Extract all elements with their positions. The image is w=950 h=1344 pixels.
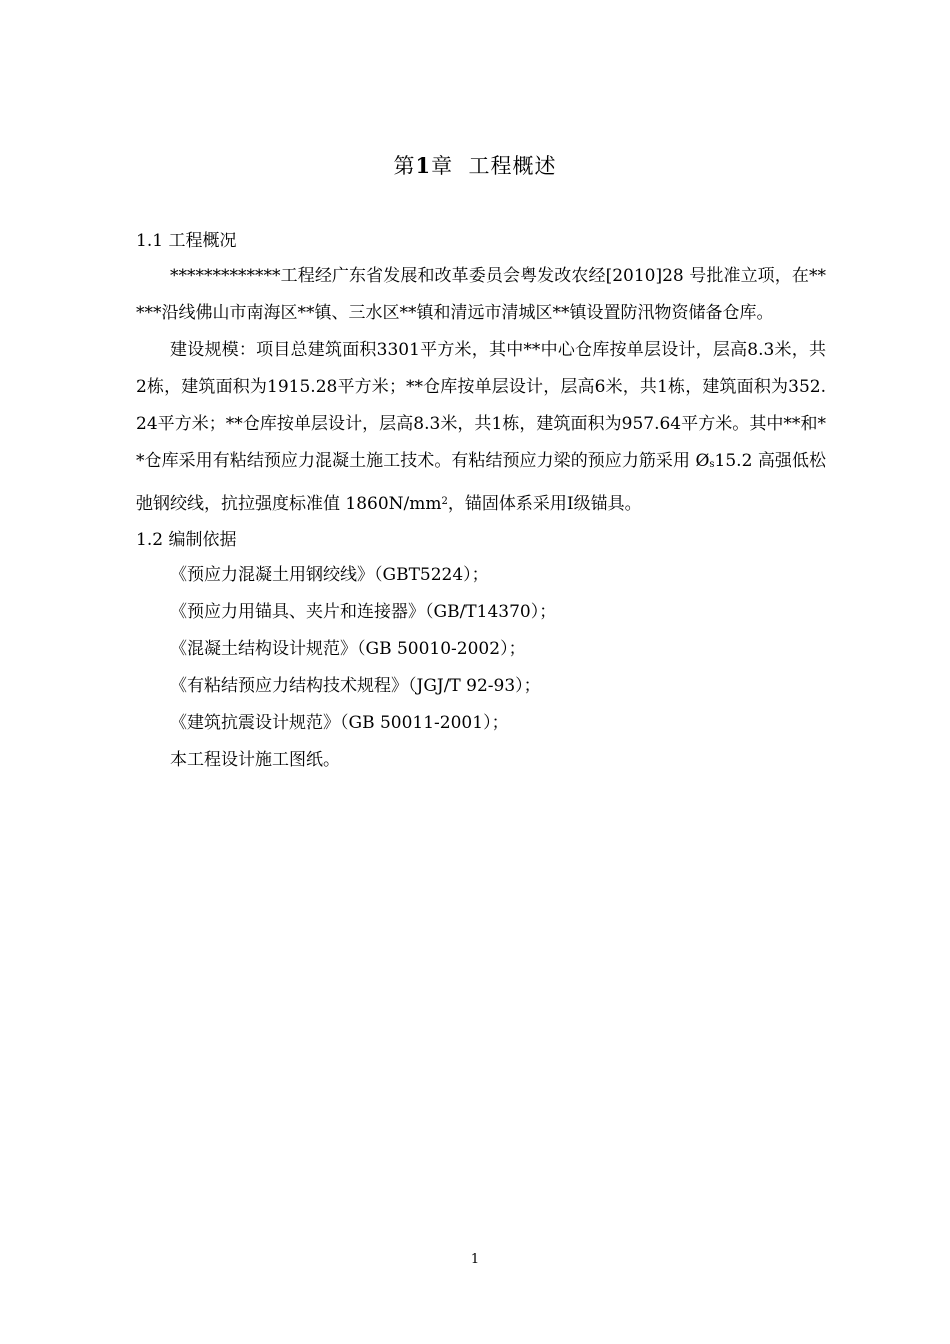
chapter-prefix: 第 [393, 154, 416, 178]
scale-text-part2: 15.2 高强低松弛钢绞线，抗拉强度标准值 1860N/mm [136, 451, 826, 514]
chapter-number: 1 [415, 153, 432, 178]
document-body [136, 224, 826, 779]
paragraph-project-approval: *************工程经广东省发展和改革委员会粤发改农经[2010]28 号批准立项，在*****沿线佛山市南海区**镇、三水区**镇和清远市清城区**镇设置防汛物资储备仓库。 [136, 266, 826, 323]
diameter-subscript: s [709, 459, 715, 470]
paragraph-construction-scale [136, 332, 826, 523]
page-number: 1 [470, 1252, 480, 1267]
chapter-title [0, 150, 950, 182]
reference-item: 《预应力混凝土用钢绞线》（GBT5224）； [170, 565, 489, 585]
reference-item: 本工程设计施工图纸。 [170, 750, 340, 770]
section-heading-basis: 1.2 编制依据 [136, 530, 237, 550]
scale-text-part3: ，锚固体系采用Ⅰ级锚具。 [447, 494, 642, 514]
reference-item: 《预应力用锚具、夹片和连接器》（GB/T14370）； [170, 602, 557, 622]
unit-superscript: 2 [441, 496, 448, 507]
scale-text-part1: 建设规模：项目总建筑面积3301平方米，其中**中心仓库按单层设计，层高8.3米，共2栋，建筑面积为1915.28平方米；**仓库按单层设计，层高6米，共1栋，建筑面积为352.24平方米；**仓库按单层设计，层高8.3米，共1栋，建筑面积为957.64平方米。其中**和**仓库采用有粘结预应力混凝土施工技术。有粘结预应力梁的预应力筋采用 Ø [136, 340, 826, 471]
chapter-name: 工程概述 [468, 154, 557, 178]
reference-item: 《建筑抗震设计规范》（GB 50011-2001）； [170, 713, 509, 733]
chapter-suffix: 章 [431, 154, 454, 178]
section-heading-overview: 1.1 工程概况 [136, 231, 237, 251]
reference-item: 《混凝土结构设计规范》（GB 50010-2002）； [170, 639, 526, 659]
reference-item: 《有粘结预应力结构技术规程》（JGJ/T 92-93）； [170, 676, 541, 696]
